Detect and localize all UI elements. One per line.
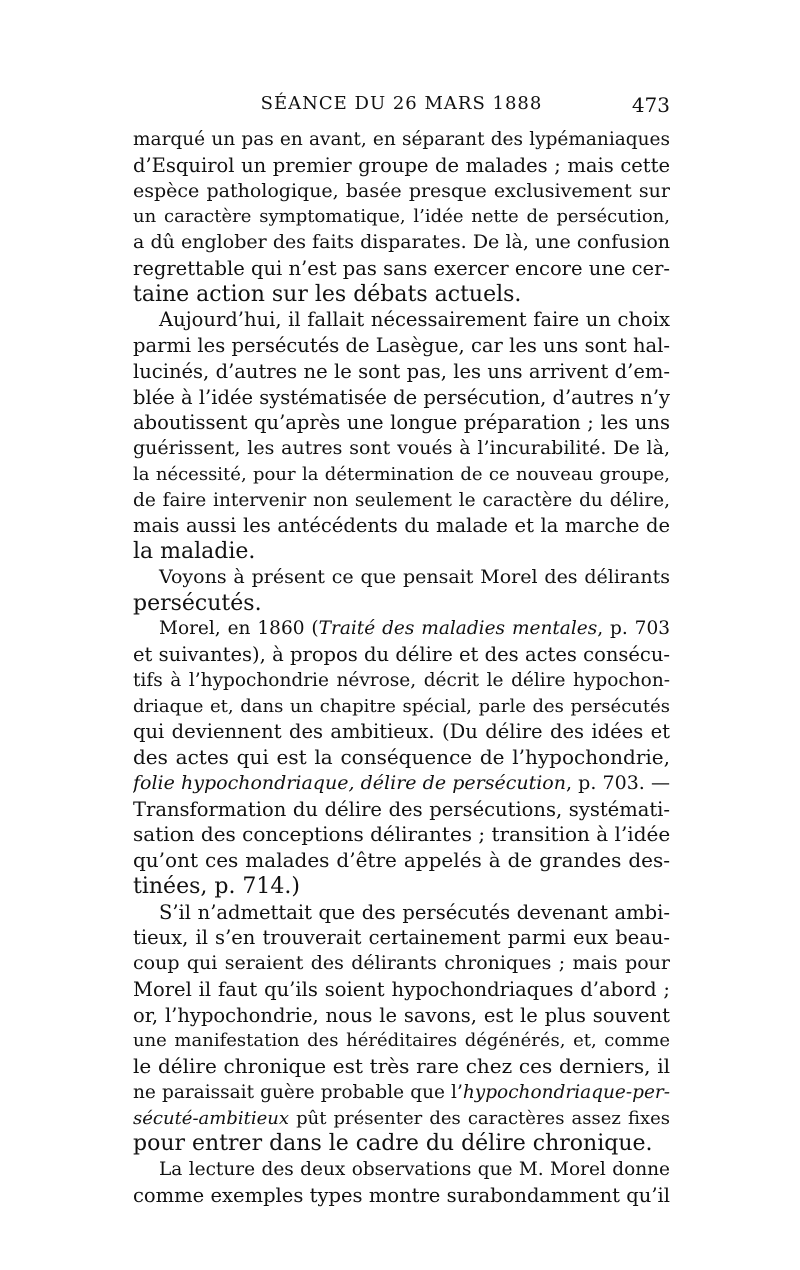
text-segment: driaque et, dans un chapitre spécial, parle des persécutés xyxy=(133,695,670,717)
text-line xyxy=(133,616,670,642)
text-line xyxy=(133,1131,670,1157)
text-segment: persécutés. xyxy=(133,590,262,616)
text-segment: comme exemples types montre surabondamment qu’il xyxy=(133,1183,670,1207)
text-segment: la nécessité, pour la détermination de ce nouveau groupe, xyxy=(133,463,670,485)
text-line xyxy=(133,153,670,179)
page-number: 473 xyxy=(631,93,670,117)
text-line xyxy=(133,230,670,256)
text-line xyxy=(133,204,670,230)
text-segment: La lecture des deux observations que M. Morel donne xyxy=(159,1159,670,1180)
text-line xyxy=(133,462,670,488)
text-line xyxy=(133,1028,670,1054)
text-segment: qu’ont ces malades d’être appelés à de grandes des- xyxy=(133,848,670,872)
text-segment: la maladie. xyxy=(133,539,256,564)
text-segment: tifs à l’hypochondrie névrose, décrit le délire hypochon- xyxy=(133,669,670,691)
text-line xyxy=(133,771,670,797)
text-line xyxy=(133,1080,670,1106)
text-segment: Aujourd’hui, il fallait nécessairement faire un choix xyxy=(159,308,670,332)
text-segment: blée à l’idée systématisée de persécution, d’autres n’y xyxy=(133,385,670,409)
text-line xyxy=(133,513,670,539)
text-line xyxy=(133,333,670,359)
text-line xyxy=(133,822,670,848)
text-segment: ne paraissait guère probable que l’ xyxy=(133,1081,463,1103)
text-line xyxy=(133,977,670,1003)
text-segment: de faire intervenir non seulement le caractère du délire, xyxy=(133,489,670,511)
text-segment: Morel, en 1860 ( xyxy=(159,618,319,640)
text-segment: S’il n’admettait que des persécutés devenant ambi- xyxy=(159,900,670,924)
text-segment: lucinés, d’autres ne le sont pas, les uns arrivent d’em- xyxy=(133,359,670,383)
text-segment: sation des conceptions délirantes ; transition à l’idée xyxy=(133,822,670,847)
text-segment: or, l’hypochondrie, nous le savons, est le plus souvent xyxy=(133,1003,670,1027)
text-line xyxy=(133,848,670,874)
text-segment: pour entrer dans le cadre du délire chronique. xyxy=(133,1131,653,1157)
text-segment: Traité des maladies mentales xyxy=(318,618,598,640)
text-line xyxy=(133,539,670,565)
text-segment: un caractère symptomatique, l’idée nette de persécution, xyxy=(133,206,670,228)
text-line xyxy=(133,1054,670,1080)
text-segment: Voyons à présent ce que pensait Morel des délirants xyxy=(159,565,670,588)
text-line xyxy=(133,410,670,436)
text-line xyxy=(133,797,670,823)
text-segment: regrettable qui n’est pas sans exercer encore une cer- xyxy=(133,256,670,280)
text-segment: coup qui seraient des délirants chroniques ; mais pour xyxy=(133,952,670,974)
text-segment: pût présenter des caractères assez fixes xyxy=(289,1107,670,1129)
text-segment: taine action sur les débats actuels. xyxy=(133,281,522,307)
text-line xyxy=(133,436,670,462)
text-segment: sécuté-ambitieux xyxy=(133,1107,289,1129)
text-segment: Morel il faut qu’ils soient hypochondriaques d’abord ; xyxy=(133,977,670,1001)
text-line xyxy=(133,668,670,694)
text-segment: a dû englober des faits disparates. De là, une confusion xyxy=(133,231,670,253)
text-segment: , p. 703 xyxy=(597,618,670,640)
text-line xyxy=(133,1003,670,1029)
text-segment: hypochondriaque-per- xyxy=(462,1081,670,1103)
text-line xyxy=(133,565,670,591)
running-head xyxy=(133,93,670,119)
text-line xyxy=(133,385,670,411)
text-line xyxy=(133,1157,670,1183)
text-line xyxy=(133,256,670,282)
text-line xyxy=(133,719,670,745)
text-segment: tieux, il s’en trouverait certainement parmi eux beau- xyxy=(133,926,670,950)
text-segment: Transformation du délire des persécutions, systémati- xyxy=(133,797,670,821)
text-line xyxy=(133,900,670,926)
text-line xyxy=(133,694,670,720)
text-segment: aboutissent qu’après une longue préparation ; les uns xyxy=(133,411,670,435)
text-line xyxy=(133,591,670,617)
text-segment: parmi les persécutés de Lasègue, car les uns sont hal- xyxy=(133,334,670,357)
text-segment: guérissent, les autres sont voués à l’incurabilité. De là, xyxy=(133,437,670,459)
text-segment: tinées, p. 714.) xyxy=(133,873,300,899)
text-segment: des actes qui est la conséquence de l’hypochondrie, xyxy=(133,745,670,769)
text-line xyxy=(133,642,670,668)
text-segment: le délire chronique est très rare chez ces derniers, il xyxy=(133,1054,670,1078)
text-line xyxy=(133,307,670,333)
text-segment: qui deviennent des ambitieux. (Du délire des idées et xyxy=(133,720,670,744)
text-segment: , p. 703. — xyxy=(565,771,670,794)
text-line xyxy=(133,1106,670,1132)
running-title: SÉANCE DU 26 MARS 1888 xyxy=(260,93,543,114)
text-line xyxy=(133,951,670,977)
text-line xyxy=(133,179,670,205)
text-segment: d’Esquirol un premier groupe de malades ; mais cette xyxy=(133,153,670,177)
text-line xyxy=(133,925,670,951)
text-segment: marqué un pas en avant, en séparant des lypémaniaques xyxy=(133,129,670,150)
text-line xyxy=(133,745,670,771)
body-text xyxy=(133,127,670,1209)
text-line xyxy=(133,359,670,385)
text-line xyxy=(133,282,670,308)
text-segment: une manifestation des héréditaires dégénérés, et, comme xyxy=(133,1030,670,1052)
text-segment: mais aussi les antécédents du malade et la marche de xyxy=(133,514,670,538)
text-segment: et suivantes), à propos du délire et des actes consécu- xyxy=(133,643,670,666)
text-line xyxy=(133,127,670,153)
text-line xyxy=(133,1183,670,1209)
text-segment: folie hypochondriaque, délire de persécution xyxy=(133,771,566,794)
text-line xyxy=(133,488,670,514)
text-segment: espèce pathologique, basée presque exclusivement sur xyxy=(133,179,670,202)
text-line xyxy=(133,874,670,900)
